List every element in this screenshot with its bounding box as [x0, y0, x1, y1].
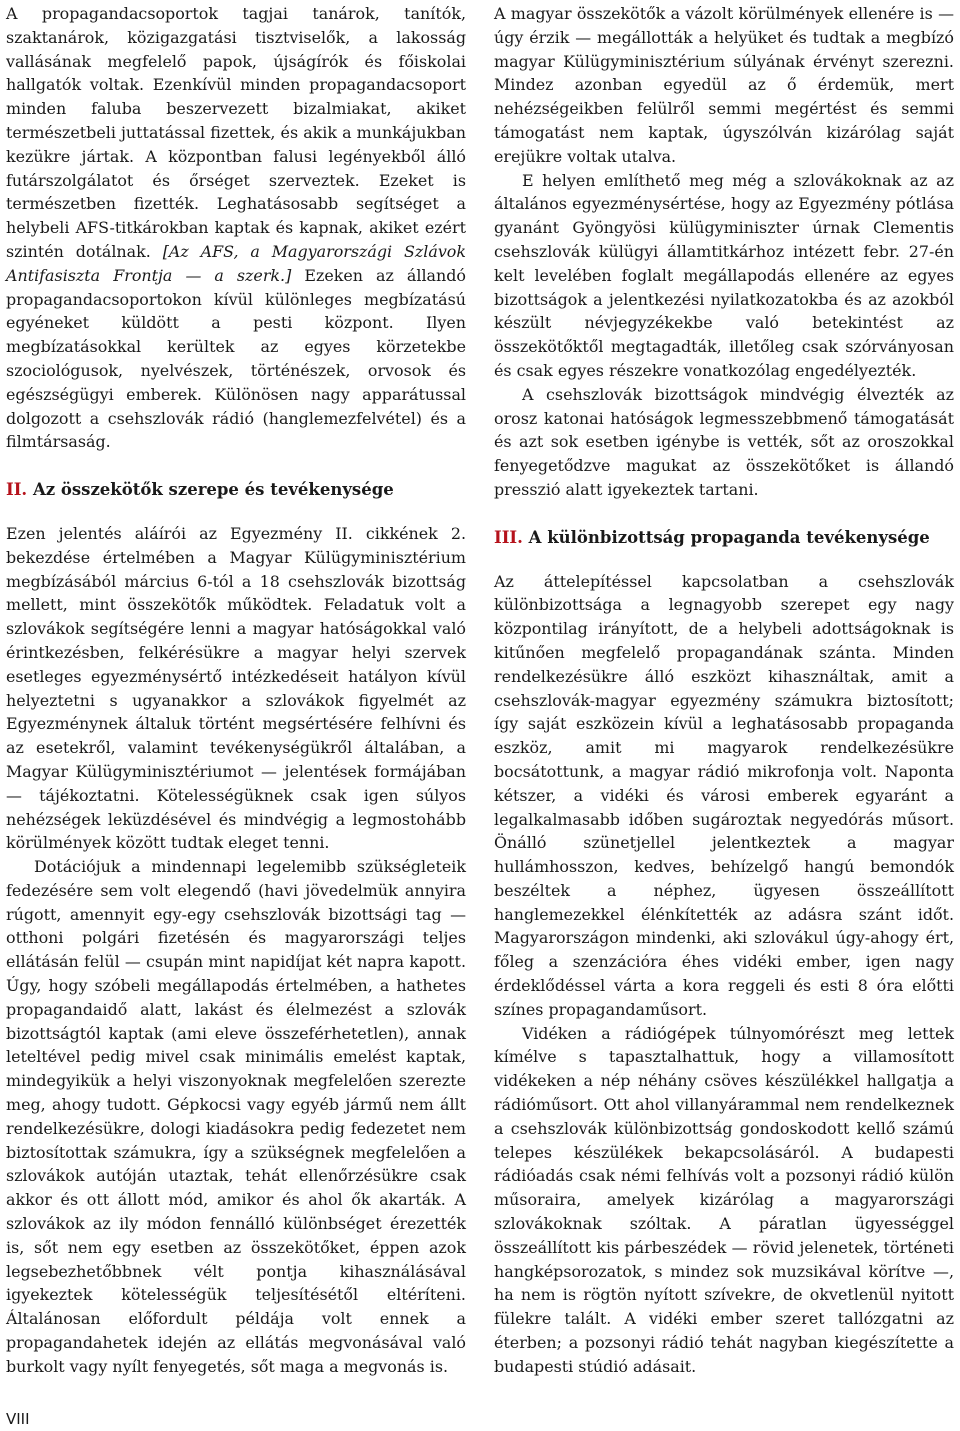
- paragraph: Vidéken a rádiógépek túlnyomórészt meg lettek kímélve s tapasztalhattuk, hogy a villamosított vidékeken a nép néhány csöves készülékkel hallgatja a rádióműsort. Ott ahol villanyárammal nem rendelkeznek a csehszlovák különbizottság gondoskodott kellő számú telepes készülékek bekapcsolásáról. A budapesti rádióadás csak némi felhívás volt a pozsonyi rádió külön műsoraira, amelyek kizárólag a magyarországi szlovákoknak szóltak. A páratlan ügyességgel összeállított kis párbeszédek — rövid jelenetek, történeti hangképsorozatok, s mindez sok muzsikával körítve —, ha nem is rögtön nyított szívekre, de okvetlenül nyitott fülekre talált. A vidéki ember szeret tallózgatni az éterben; a pozsonyi rádió tehát nagyban kiegészítette a budapesti stúdió adásait.: [494, 1023, 954, 1376]
- left-column: [6, 2, 466, 1379]
- paragraph: A csehszlovák bizottságok mindvégig élvezték az orosz katonai hatóságok legmesszebbmenő támogatását és azt sok esetben igénybe is vették, sőt az oroszokkal fenyegetődzve magukat az összekötőket is állandó presszió alatt igyekeztek tartani.: [494, 384, 954, 499]
- right-column: [494, 2, 954, 1379]
- section-title: A különbizottság propaganda tevékenysége: [528, 527, 930, 547]
- paragraph: Ezen jelentés aláírói az Egyezmény II. cikkének 2. bekezdése értelmében a Magyar Külügyminisztérium megbízásából március 6-tól a 18 csehszlovák bizottság mellett, mint összekötők működtek. Feladatuk volt a szlovákok segítségére lenni a magyar hatóságokkal való érintkezésben, felkérésükre a magyar helyi szervek esetleges egyezménysértő intézkedéseit hatályon kívül helyeztetni s ugyanakkor a szlovákok figyelmét az Egyezménynek általuk történt megsértésére felhívni és az esetekről, valamint tevékenységükről általában, a Magyar Külügyminisztériumot — jelentések formájában — tájékoztatni. Kötelességüknek csak igen súlyos nehézségek leküzdésével és mindvégig a legmostohább körülmények között tudtak eleget tenni.: [6, 523, 466, 853]
- section-number: II.: [6, 480, 28, 500]
- page-number: VIII: [6, 1410, 30, 1428]
- paragraph: E helyen említhető meg még a szlovákoknak az az általános egyezménysértése, hogy az Egyezmény pótlása gyanánt Gyöngyösi külügyminiszter úrnak Clementis csehszlovák külügyi államtitkárhoz intézett febr. 27-én kelt levelében foglalt megállapodás ellenére az egyes bizottságok a jelentkezési nyilatkozatokba és az azokból készült névjegyzékekbe való betekintést az összekötőktől megtagadták, illetőleg csak szórványosan és csak egyes részekre vonatkozólag engedélyezték.: [494, 170, 954, 380]
- paragraph-text: A propagandacsoportok tagjai tanárok, tanítók, szaktanárok, közigazgatási tisztviselők, a lakosság vallásának megfelelő papok, újságírók és főiskolai hallgatók voltak. Ezenkívül minden propagandacsoport minden faluba beszervezett bizalmiakat, akiket természetbeli juttatással fizettek, és akik a munkájukban kezükre jártak. A központban falusi legényekből álló futárszolgálatot és őrséget szerveztek. Ezeket is természetben fizették. Leghatásosabb segítséget a helybeli AFS-titkárokban kaptak és kapnak, akiket ezért szintén dotálnak.: [6, 4, 466, 261]
- paragraph: Az áttelepítéssel kapcsolatban a csehszlovák különbizottsága a legnagyobb szerepet egy nagy központilag irányított, de a helybeli adottságoknak is kitűnően megfelelő propagandának szánta. Minden rendelkezésükre álló eszközt kihasználtak, amit a csehszlovák-magyar egyezmény számukra biztosított; így saját eszközein kívül a leghatásosabb propaganda eszköz, amit mi magyarok rendelkezésükre bocsátottunk, a magyar rádió mikrofonja volt. Naponta kétszer, a vidéki és városi emberek egyaránt a legalkalmasabb időben sugároztak negyedórás műsort. Önálló szünetjellel jelentkeztek a magyar hullámhosszon, kedves, behízelgő hangú bemondók beszéltek a néphez, ügyesen összeállított hanglemezekkel élénkítették az adásra szánt időt. Magyarországon mindenki, aki szlovákul úgy-ahogy ért, főleg a szenzációra éhes vidéki ember, igen nagy érdeklődéssel várta a kora reggeli és esti 8 óra előtti színes propagandaműsort.: [494, 571, 954, 1019]
- paragraph: Dotációjuk a mindennapi legelemibb szükségleteik fedezésére sem volt elegendő (havi jövedelmük annyira rúgott, amennyit egy-egy csehszlovák bizottsági tag — otthoni polgári fizetésén és magyarországi teljes ellátásán felül — csupán mint napidíjat két napra kapott. Úgy, hogy szóbeli megállapodás értelmében, a hathetes propagandaidő alatt, lakást és élelmezést a szlovák bizottságtól kaptak (ami eleve összeférhetetlen), annak leteltével pedig mivel csak minimális emelést kaptak, mindegyikük a helyi viszonyoknak megfelelően szerezte meg, ahogy tudott. Gépkocsi vagy egyéb jármű nem állt rendelkezésükre, dologi kiadásokra pedig fedezetet nem biztosítottak számukra, így a szükségnek megfelelően a szlovákok autóján utaztak, tehát ellenőrzésükre csak akkor és ott állott mód, amikor és ahol ők akarták. A szlovákok az ily módon fennálló különbséget érezették is, sőt nem egy esetben az összekötőket, éppen azok legsebezhetőbbnek vélt pontja kihasználásával igyekeztek kötelességük teljesítésétől eltéríteni. Általánosan előfordult példája volt ennek a propagandahetek idején az ellátás megvonásával való burkolt vagy nyílt fenyegetés, sőt maga a megvonás is.: [6, 857, 466, 1376]
- section-heading: [494, 526, 954, 550]
- editor-note: [Az AFS, a Magyarországi Szlávok Antifasiszta Frontja — a szerk.]: [6, 241, 466, 285]
- section-heading: [6, 478, 466, 502]
- paragraph: [6, 2, 466, 454]
- section-title: Az összekötők szerepe és tevékenysége: [32, 480, 394, 500]
- section-number: III.: [494, 527, 523, 547]
- paragraph: A magyar összekötők a vázolt körülmények ellenére is — úgy érzik — megállották a helyüket és tudtak a megbízó magyar Külügyminisztérium súlyának érvényt szerezni. Mindez azonban egyedül az ő érdemük, mert nehézségeikben felülről semmi megértést és semmi támogatást nem kaptak, úgyszólván kizárólag saját erejükre voltak utalva.: [494, 4, 954, 166]
- paragraph-text: Ezeken az állandó propagandacsoportokon kívül különleges megbízatású egyéneket küldött a pesti központ. Ilyen megbízatásokkal kerültek az egyes körzetekbe szociológusok, nyelvészek, történészek, orvosok és egészségügyi emberek. Különösen nagy apparátussal dolgozott a csehszlovák rádió (hanglemezfelvétel) és a filmtársaság.: [6, 265, 466, 452]
